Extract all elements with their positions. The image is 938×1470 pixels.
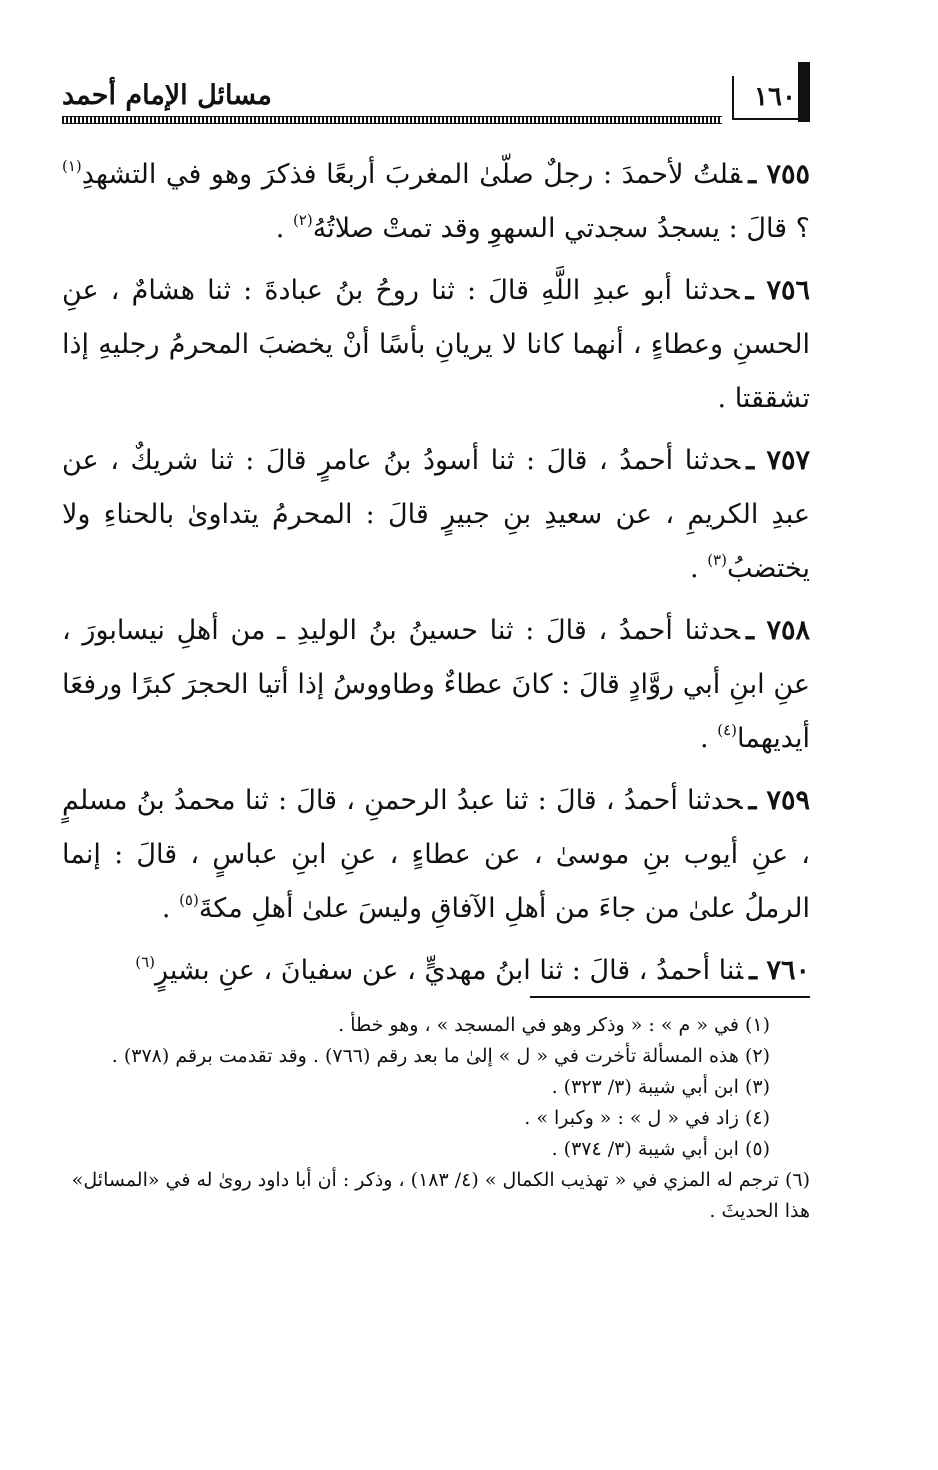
footnote-ref: (٣) [707, 551, 727, 569]
entry-text: . [700, 723, 709, 754]
footnote-text: في « م » : « وذكر وهو في المسجد » ، وهو خطأ . [338, 1014, 739, 1036]
entry-text: حدثنا أحمدُ ، قالَ : ثنا أسودُ بنُ عامرٍ قالَ : ثنا شريكٌ ، عن عبدِ الكريمِ ، عن سعيدِ بنِ جبيرٍ قالَ : المحرمُ يتداوىٰ بالحناءِ ولا يختضبُ [62, 445, 810, 584]
footnote-ref: (٤) [717, 721, 738, 739]
footnote-ref: (١) [62, 157, 82, 175]
footnote-4 [62, 1103, 770, 1134]
footnote-separator [530, 996, 810, 998]
footnote-number: (١) [744, 1014, 770, 1036]
entry-text: . [161, 893, 171, 924]
entry-text: . [690, 553, 699, 584]
entry-text: ؟ قالَ : يسجدُ سجدتي السهوِ وقد تمتْ صلاتُهُ [312, 213, 810, 244]
entry-760 [62, 944, 810, 998]
entry-text: ثنا أحمدُ ، قالَ : ثنا ابنُ مهديٍّ ، عن سفيانَ ، عنِ بشيرٍ [154, 955, 744, 986]
entry-text: . [275, 213, 285, 244]
footnote-3 [62, 1072, 770, 1103]
page-header [62, 66, 810, 130]
footnote-number: (٤) [744, 1107, 770, 1129]
footnote-text: هذه المسألة تأخرت في « ل » إلىٰ ما بعد رقم (٧٦٦) . وقد تقدمت برقم (٣٧٨) . [111, 1045, 739, 1067]
entry-755 [62, 148, 810, 256]
entry-757 [62, 434, 810, 596]
footnote-5 [62, 1134, 770, 1165]
footnote-text: ابن أبي شيبة (٣/ ٣٢٣) . [551, 1076, 739, 1098]
entry-text: حدثنا أحمدُ ، قالَ : ثنا عبدُ الرحمنِ ، قالَ : ثنا محمدُ بنُ مسلمٍ ، عنِ أيوب بنِ موسىٰ ، عن عطاءٍ ، عنِ ابنِ عباسٍ ، قالَ : إنما الرملُ علىٰ من جاءَ من أهلِ الآفاقِ وليسَ علىٰ أهلِ مكةَ [62, 785, 810, 924]
page-number: ١٦٠ [732, 76, 810, 120]
footnote-text: ابن أبي شيبة (٣/ ٣٧٤) . [551, 1138, 739, 1160]
footnote-number: (٣) [744, 1076, 770, 1098]
entry-number: ٧٥٨ ـ [746, 615, 811, 646]
footnote-ref: (٢) [292, 211, 313, 229]
footnote-number: (٦) [784, 1169, 810, 1191]
entry-number: ٧٥٥ ـ [748, 159, 811, 190]
footnote-ref: (٥) [179, 891, 199, 909]
entry-text: حدثنا أحمدُ ، قالَ : ثنا حسينُ بنُ الوليدِ ـ من أهلِ نيسابورَ ، عنِ ابنِ أبي روَّادٍ قالَ : كانَ عطاءٌ وطاووسُ إذا أتيا الحجرَ كبرًا ورفعَا أيديهما [62, 615, 810, 754]
footnote-text: زاد في « ل » : « وكبرا » . [524, 1107, 739, 1129]
running-title: مسائل الإمام أحمد [62, 80, 272, 111]
footnote-number: (٢) [744, 1045, 770, 1067]
footnote-ref: (٦) [135, 953, 155, 971]
footnote-1 [62, 1010, 770, 1041]
footnote-number: (٥) [744, 1138, 770, 1160]
footnotes [62, 1010, 810, 1227]
entry-759 [62, 774, 810, 936]
entry-text: حدثنا أبو عبدِ اللَّهِ قالَ : ثنا روحُ بنُ عبادةَ : ثنا هشامٌ ، عنِ الحسنِ وعطاءٍ ، أنهما كانا لا يريانِ بأسًا أنْ يخضبَ المحرمُ رجليهِ إذا تشققتا . [62, 275, 810, 414]
footnote-text: ترجم له المزي في « تهذيب الكمال » (٤/ ١٨٣) ، وذكر : أن أبا داود روىٰ له في «المسائل» هذا الحديثَ . [71, 1169, 810, 1222]
entry-text: قلتُ لأحمدَ : رجلٌ صلّىٰ المغربَ أربعًا فذكرَ وهو في التشهدِ [81, 159, 743, 190]
entry-number: ٧٥٧ ـ [746, 445, 810, 476]
entry-number: ٧٦٠ ـ [749, 955, 810, 986]
header-rule [62, 116, 722, 124]
entry-number: ٧٥٦ ـ [745, 275, 810, 306]
entry-number: ٧٥٩ ـ [748, 785, 811, 816]
entry-758 [62, 604, 810, 766]
footnote-6 [62, 1165, 810, 1227]
entry-756 [62, 264, 810, 426]
footnote-2 [62, 1041, 770, 1072]
main-text [62, 148, 810, 1006]
